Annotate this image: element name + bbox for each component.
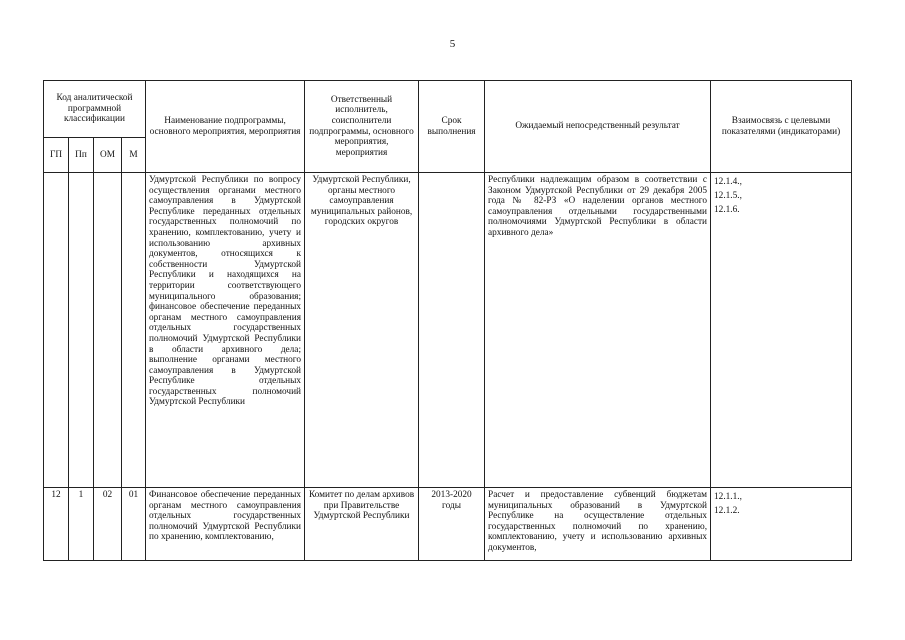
cell-gp: 12 bbox=[44, 488, 69, 561]
indicator: 12.1.4., bbox=[714, 177, 742, 187]
cell-om: 02 bbox=[94, 488, 122, 561]
header-link: Взаимосвязь с целевыми показателями (индикаторами) bbox=[711, 81, 852, 173]
table-row bbox=[44, 173, 852, 488]
cell-m: 01 bbox=[122, 488, 146, 561]
cell-pp bbox=[69, 173, 94, 488]
table-row bbox=[44, 488, 852, 561]
cell-indicators bbox=[711, 173, 852, 488]
cell-gp bbox=[44, 173, 69, 488]
header-gp: ГП bbox=[44, 138, 69, 173]
indicator: 12.1.5., bbox=[714, 191, 742, 201]
cell-pp: 1 bbox=[69, 488, 94, 561]
indicator: 12.1.1., bbox=[714, 492, 742, 502]
indicator: 12.1.6. bbox=[714, 205, 740, 215]
header-code-group: Код аналитической программной классификации bbox=[44, 81, 146, 138]
cell-om bbox=[94, 173, 122, 488]
header-row-top bbox=[44, 81, 852, 138]
program-table bbox=[43, 80, 852, 561]
header-pp: Пп bbox=[69, 138, 94, 173]
cell-term bbox=[419, 173, 485, 488]
header-result: Ожидаемый непосредственный результат bbox=[485, 81, 711, 173]
header-m: М bbox=[122, 138, 146, 173]
cell-result: Республики надлежащим образом в соответствии с Законом Удмуртской Республики от 29 декабря 2005 года № 82-РЗ «О наделении органов местного самоуправления отдельными государственными полномочиями Удмуртской Республики в области архивного дела» bbox=[485, 173, 711, 488]
indicator: 12.1.2. bbox=[714, 506, 740, 516]
header-name: Наименование подпрограммы, основного мероприятия, мероприятия bbox=[146, 81, 305, 173]
cell-name: Финансовое обеспечение переданных органам местного самоуправления отдельных государственных полномочий Удмуртской Республики по хранению, комплектованию, bbox=[146, 488, 305, 561]
cell-term: 2013-2020 годы bbox=[419, 488, 485, 561]
cell-name: Удмуртской Республики по вопросу осуществления органами местного самоуправления в Удмуртской Республике переданных отдельных государственных полномочий по хранению, комплектованию, учету и использованию архивных документов, относящихся к собственности Удмуртской Республики и находящихся на территории соответствующего муниципального образования; финансовое обеспечение переданных органам местного самоуправления отдельных государственных полномочий Удмуртской Республики в области архивного дела; выполнение органами местного самоуправления в Удмуртской Республике отдельных государственных полномочий Удмуртской Республики bbox=[146, 173, 305, 488]
cell-executor: Комитет по делам архивов при Правительстве Удмуртской Республики bbox=[305, 488, 419, 561]
cell-executor: Удмуртской Республики, органы местного самоуправления муниципальных районов, городских округов bbox=[305, 173, 419, 488]
header-term: Срок выполнения bbox=[419, 81, 485, 173]
cell-result: Расчет и предоставление субвенций бюджетам муниципальных образований в Удмуртской Республике на осуществление отдельных государственных полномочий по хранению, комплектованию, учету и использованию архивных документов, bbox=[485, 488, 711, 561]
cell-m bbox=[122, 173, 146, 488]
page-number: 5 bbox=[449, 38, 456, 50]
cell-indicators bbox=[711, 488, 852, 561]
header-om: ОМ bbox=[94, 138, 122, 173]
header-executor: Ответственный исполнитель, соисполнители подпрограммы, основного мероприятия, мероприятия bbox=[305, 81, 419, 173]
